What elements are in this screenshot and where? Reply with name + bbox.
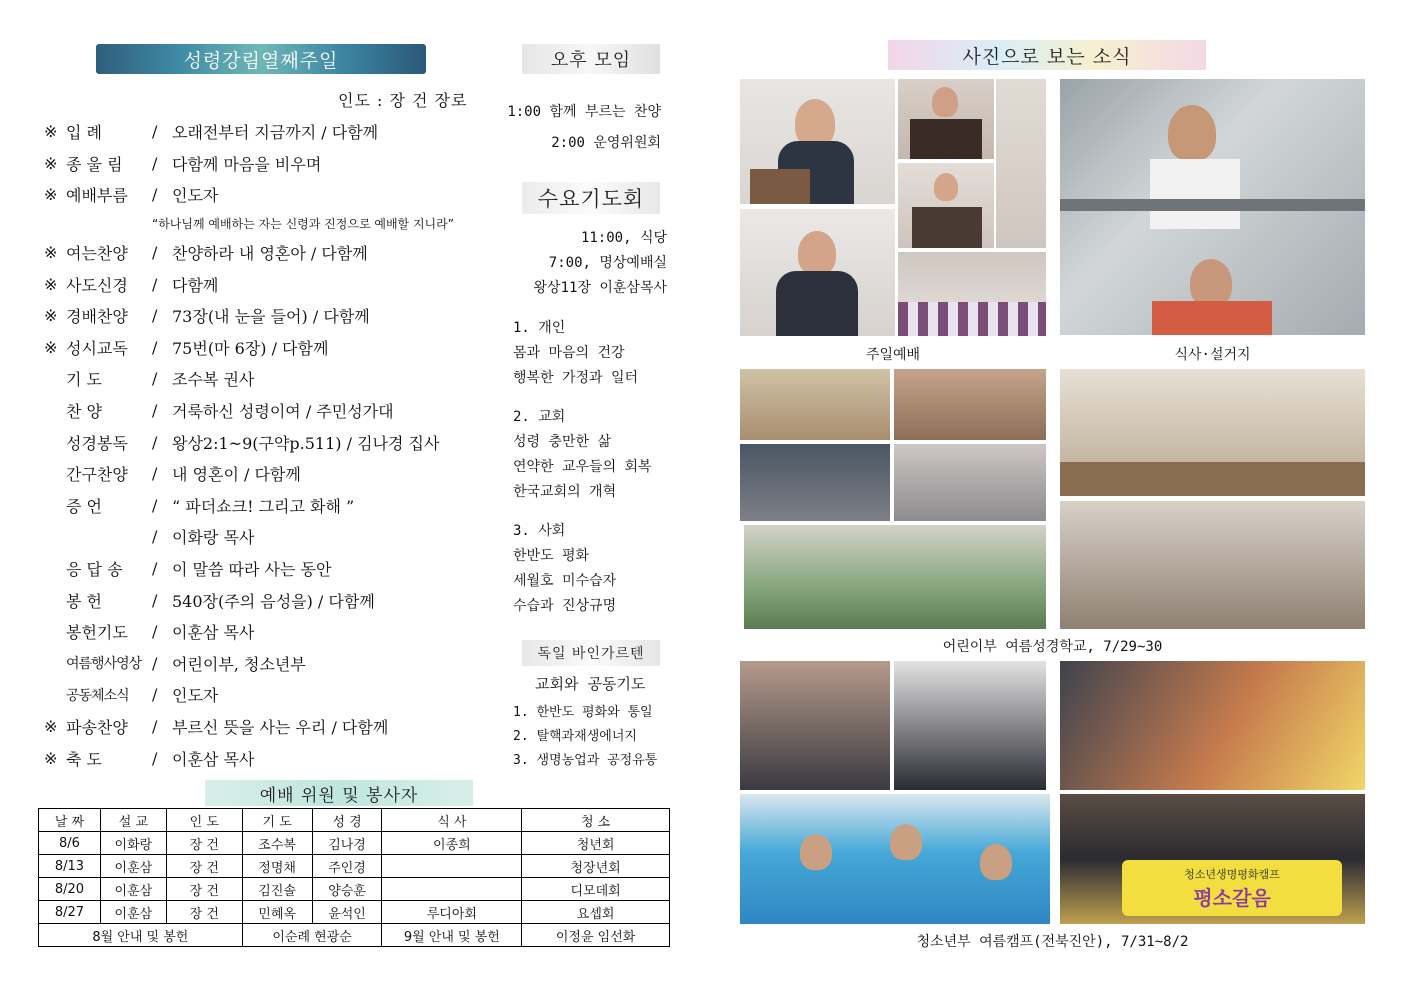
photo-sermon-2 — [740, 209, 895, 336]
photo-vbs-2 — [894, 369, 1046, 440]
order-item: 성경봉독 / 왕상2:1~9(구약p.511) / 김나경 집사 — [66, 432, 440, 453]
photo-vbs-1 — [740, 369, 890, 440]
prayer-heading: 3. 사회 — [513, 523, 566, 539]
wednesday-line: 7:00, 명상예배실 — [548, 255, 667, 271]
wednesday-line: 11:00, 식당 — [580, 230, 667, 246]
photo-camp-group — [1060, 794, 1365, 924]
prayer-item: 세월호 미수습자 — [513, 573, 617, 589]
order-item: ※ 경배찬양 / 73장(내 눈을 들어) / 다함께 — [44, 306, 370, 327]
table-row: 8/13 이훈삼 장 건 정명채 주인경 청장년회 — [39, 855, 670, 878]
order-item: 봉 헌 / 540장(주의 음성을) / 다함께 — [66, 590, 375, 611]
prayer-item: 한반도 평화 — [513, 548, 590, 564]
camp-banner — [1122, 860, 1342, 916]
afternoon-item: 1:00 함께 부르는 찬양 — [507, 104, 661, 120]
prayer-item: 수습과 진상규명 — [513, 598, 617, 614]
caption-meal: 식사·설거지 — [1174, 347, 1251, 363]
staff-title: 예배 위원 및 봉사자 — [205, 780, 473, 806]
wednesday-title: 수요기도회 — [522, 182, 660, 214]
order-item: 봉헌기도 / 이훈삼 목사 — [66, 622, 255, 643]
photo-vbs-dance — [1060, 369, 1365, 496]
order-item: 기 도 / 조수복 권사 — [66, 369, 255, 390]
order-item: 증 언 / “ 파더쇼크! 그리고 화해 ” — [66, 495, 355, 516]
order-item: ※ 여는찬양 / 찬양하라 내 영혼아 / 다함께 — [44, 243, 368, 264]
german-subtitle: 교회와 공동기도 — [535, 675, 646, 693]
order-item: ※ 종 울 림 / 다함께 마음을 비우며 — [44, 153, 322, 174]
photo-camp-1 — [740, 661, 890, 790]
photo-sermon-1 — [740, 79, 895, 204]
afternoon-title: 오후 모임 — [522, 44, 660, 74]
photo-camp-3 — [1060, 661, 1365, 790]
table-header-row: 날 짜 설 교 인 도 기 도 성 경 식 사 청 소 — [39, 809, 670, 832]
order-item: 찬 양 / 거룩하신 성령이여 / 주민성가대 — [66, 401, 394, 422]
order-item: 간구찬양 / 내 영혼이 / 다함께 — [66, 464, 301, 485]
photo-news-title: 사진으로 보는 소식 — [888, 40, 1206, 70]
call-to-worship-quote: “하나님께 예배하는 자는 신령과 진정으로 예배할 지니라” — [152, 217, 454, 232]
german-item: 3. 생명농업과 공정유통 — [513, 753, 658, 768]
german-item: 1. 한반도 평화와 통일 — [513, 705, 653, 720]
photo-reader — [898, 163, 994, 248]
prayer-item: 한국교회의 개혁 — [513, 484, 617, 500]
order-item: ※ 성시교독 / 75번(마 6장) / 다함께 — [44, 337, 329, 358]
order-item: 여름행사영상 / 어린이부, 청소년부 — [66, 653, 306, 674]
worship-leader: 인도 : 장 건 장로 — [338, 91, 468, 110]
caption-sunday-worship: 주일예배 — [865, 347, 921, 363]
photo-vbs-4 — [894, 444, 1046, 521]
afternoon-schedule — [505, 100, 661, 156]
german-item: 2. 탈핵과재생에너지 — [513, 729, 637, 744]
table-footer-row: 8월 안내 및 봉헌 이순례 현광순 9월 안내 및 봉헌 이정윤 임선화 — [39, 924, 670, 947]
prayer-item: 연약한 교우들의 회복 — [513, 459, 652, 475]
order-item: ※ 예배부름 / 인도자 — [44, 185, 219, 206]
photo-choir — [898, 252, 1046, 336]
german-title: 독일 바인가르텐 — [522, 640, 660, 666]
table-row: 8/6 이화랑 장 건 조수복 김나경 이종희 청년회 — [39, 832, 670, 855]
prayer-item: 행복한 가정과 일터 — [513, 370, 639, 386]
photo-leader — [898, 79, 994, 159]
photo-vbs-3 — [740, 444, 890, 521]
caption-youth-camp: 청소년부 여름캠프(전북진안), 7/31~8/2 — [916, 934, 1189, 950]
order-item: 공동체소식 / 인도자 — [66, 685, 219, 706]
camp-banner-big: 평소갈음 — [1193, 885, 1271, 910]
photo-vbs-teachers — [1060, 501, 1365, 629]
caption-children-vbs: 어린이부 여름성경학교, 7/29~30 — [942, 639, 1163, 655]
order-item: 응 답 송 / 이 말씀 따라 사는 동안 — [66, 559, 332, 580]
worship-order-list — [44, 116, 504, 774]
photo-camp-pool — [740, 794, 1050, 924]
wednesday-schedule — [505, 226, 667, 301]
wednesday-line: 왕상11장 이훈삼목사 — [533, 280, 667, 296]
prayer-item: 성령 충만한 삶 — [513, 434, 612, 450]
camp-banner-text: 청소년생명평화캠프 — [1184, 867, 1280, 881]
prayer-heading: 2. 교회 — [513, 409, 566, 425]
worship-title: 성령강림열째주일 — [96, 44, 426, 74]
prayer-heading: 1. 개인 — [513, 320, 566, 336]
table-row: 8/27 이훈삼 장 건 민혜옥 윤석인 루디아회 요셉회 — [39, 901, 670, 924]
german-items — [513, 701, 673, 773]
table-row: 8/20 이훈삼 장 건 김진솔 양승훈 디모데회 — [39, 878, 670, 901]
photo-camp-2 — [894, 661, 1046, 790]
order-item: / 이화랑 목사 — [152, 527, 255, 548]
staff-table — [38, 808, 670, 947]
photo-vbs-group — [744, 525, 1046, 629]
order-item: ※ 축 도 / 이훈삼 목사 — [44, 748, 255, 769]
prayer-item: 몸과 마음의 건강 — [513, 345, 625, 361]
order-item: ※ 입 례 / 오래전부터 지금까지 / 다함께 — [44, 122, 379, 143]
order-item: ※ 파송찬양 / 부르신 뜻을 사는 우리 / 다함께 — [44, 716, 389, 737]
photo-kitchen — [1060, 79, 1365, 335]
photo-choir-top — [996, 79, 1046, 248]
afternoon-item: 2:00 운영위원회 — [551, 135, 661, 151]
order-item: ※ 사도신경 / 다함께 — [44, 274, 219, 295]
prayer-topics — [513, 316, 673, 619]
